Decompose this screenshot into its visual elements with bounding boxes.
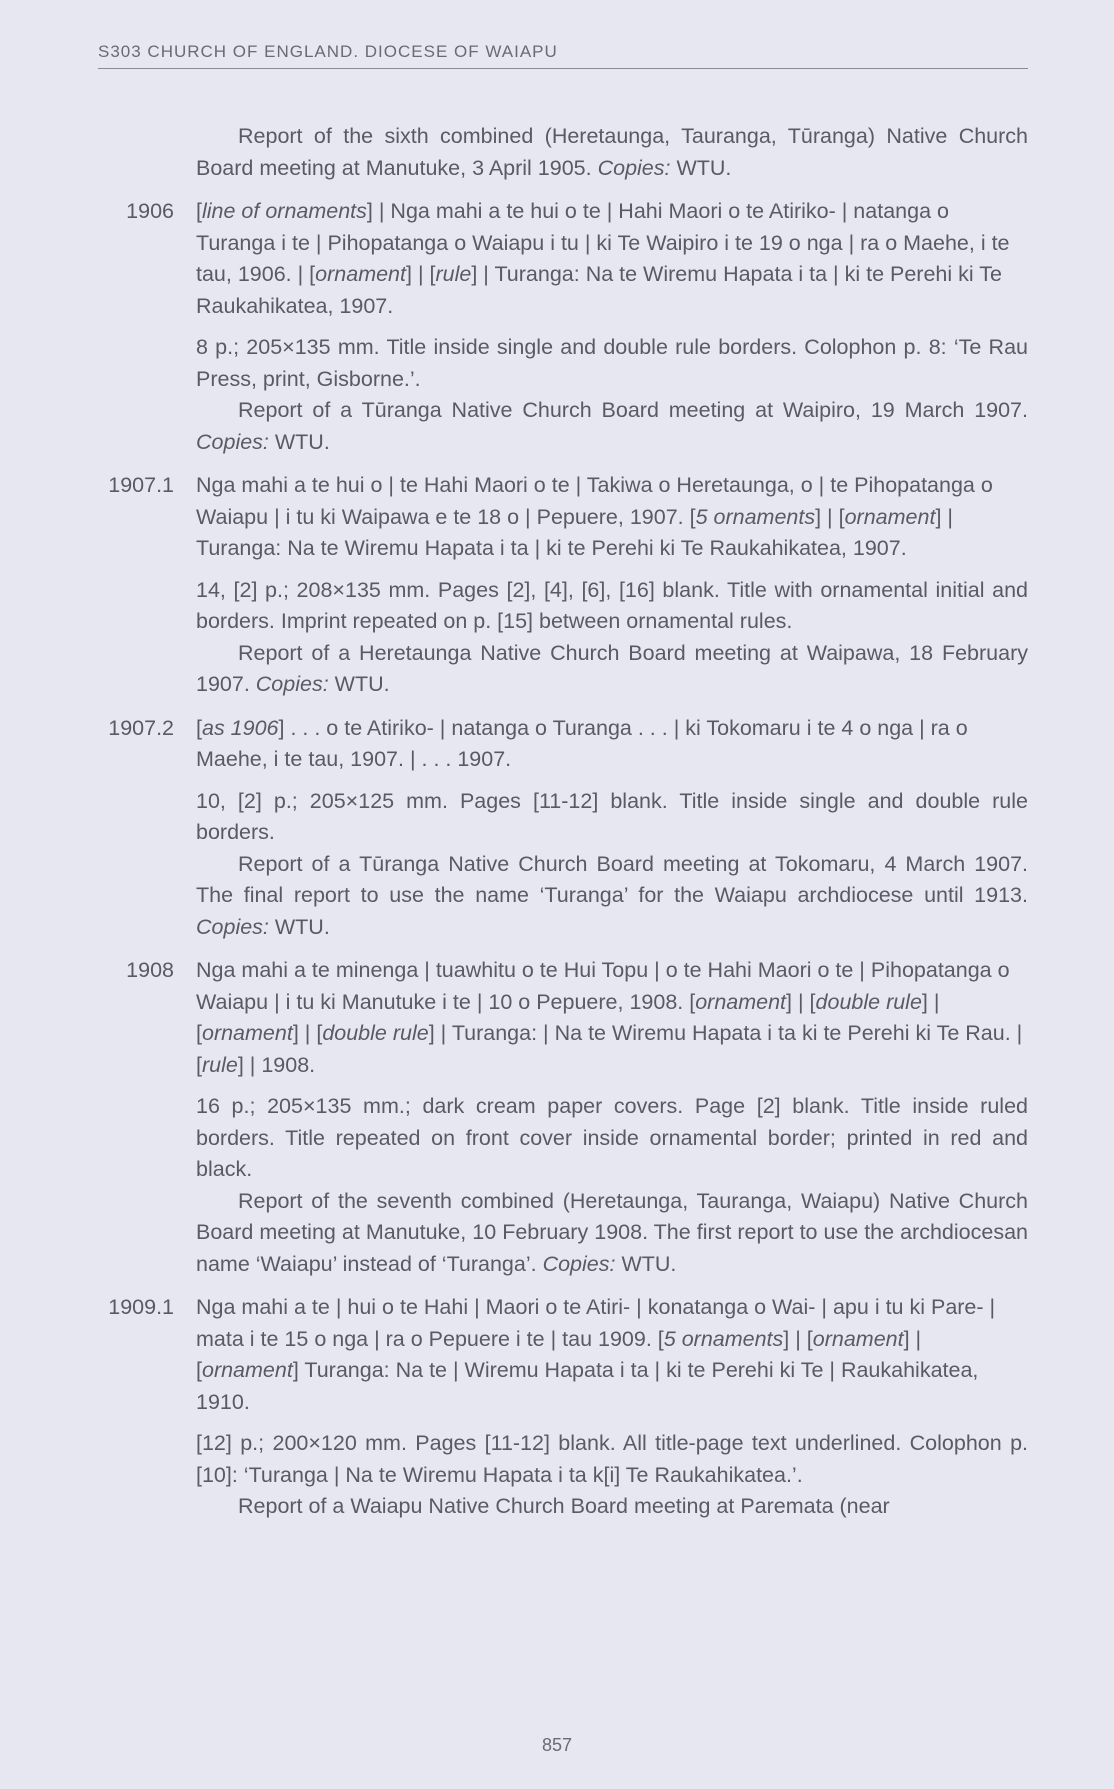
entry-description: [12] p.; 200×120 mm. Pages [11-12] blank. All title-page text underlined. Colophon p. [10]: ‘Turanga | Na te Wiremu Hapata i ta k[i] Te Raukahikatea.’.	[196, 1431, 1028, 1487]
entry-note: Report of the seventh combined (Heretaunga, Tauranga, Waiapu) Native Church Board meeting at Manutuke, 10 February 1908. The first report to use the archdiocesan name ‘Waiapu’ instead of ‘Turanga’. Copies: WTU.	[196, 1188, 1028, 1276]
entry-description: 14, [2] p.; 208×135 mm. Pages [2], [4], [6], [16] blank. Title with ornamental initial and borders. Imprint repeated on p. [15] between ornamental rules.	[196, 577, 1028, 633]
entry-number: 1909.1	[108, 1295, 174, 1319]
entry-description: 10, [2] p.; 205×125 mm. Pages [11-12] blank. Title inside single and double rule borders.	[196, 788, 1028, 844]
body-text	[98, 121, 1028, 1523]
entry-title: [as 1906] . . . o te Atiriko- | natanga o Turanga . . . | ki Tokomaru i te 4 o nga | ra o Maehe, i te tau, 1907. | . . . 1907.	[196, 715, 968, 771]
entry-description: 16 p.; 205×135 mm.; dark cream paper covers. Page [2] blank. Title inside ruled borders. Title repeated on front cover inside ornamental border; printed in red and black.	[196, 1094, 1028, 1181]
entry-note: Report of a Waiapu Native Church Board meeting at Paremata (near	[238, 1494, 890, 1518]
entry-title: Nga mahi a te hui o | te Hahi Maori o te | Takiwa o Heretaunga, o | te Pihopatanga o Waiapu | i tu ki Waipawa e te 18 o | Pepuere, 1907. [5 ornaments] | [ornament] | Turanga: Na te Wiremu Hapata i ta | ki te Perehi ki Te Raukahikatea, 1907.	[196, 473, 993, 560]
continuation-paragraph: Report of the sixth combined (Heretaunga, Tauranga, Tūranga) Native Church Board meeting at Manutuke, 3 April 1905. Copies: WTU.	[196, 124, 1028, 180]
running-head: S303 CHURCH OF ENGLAND. DIOCESE OF WAIAPU	[98, 42, 1028, 69]
entry-note: Report of a Heretaunga Native Church Board meeting at Waipawa, 18 February 1907. Copies: WTU.	[196, 640, 1028, 696]
bibliography-entry	[98, 196, 1028, 458]
entry-number: 1907.2	[108, 715, 174, 740]
entry-number: 1906	[126, 199, 174, 223]
page-number: 857	[541, 1735, 573, 1755]
bibliography-entry	[98, 470, 1028, 701]
bibliography-entry	[98, 1292, 1028, 1523]
entry-title: [line of ornaments] | Nga mahi a te hui o te | Hahi Maori o te Atiriko- | natanga o Turanga i te | Pihopatanga o Waiapu i tu | ki Te Waipiro i te 19 o nga | ra o Maehe, i te tau, 1906. | [ornament] | [rule] | Turanga: Na te Wiremu Hapata i ta | ki te Perehi ki Te Raukahikatea, 1907.	[196, 199, 1010, 318]
entry-title: Nga mahi a te | hui o te Hahi | Maori o te Atiri- | konatanga o Wai- | apu i tu ki Pare- | mata i te 15 o nga | ra o Pepuere i te | tau 1909. [5 ornaments] | [ornament] | [ornament] Turanga: Na te | Wiremu Hapata i ta | ki te Perehi ki Te | Raukahikatea, 1910.	[196, 1295, 996, 1414]
entry-title: Nga mahi a te minenga | tuawhitu o te Hui Topu | o te Hahi Maori o te | Pihopatanga o Waiapu | i tu ki Manutuke i te | 10 o Pepuere, 1908. [ornament] | [double rule] | [ornament] | [double rule] | Turanga: | Na te Wiremu Hapata i ta ki te Perehi ki Te Rau. | [rule] | 1908.	[196, 958, 1023, 1077]
bibliography-entry	[98, 955, 1028, 1280]
bibliography-entry	[98, 713, 1028, 944]
entry-note: Report of a Tūranga Native Church Board meeting at Waipiro, 19 March 1907. Copies: WTU.	[196, 398, 1028, 454]
entry-number: 1907.1	[108, 473, 174, 497]
entry-note: Report of a Tūranga Native Church Board meeting at Tokomaru, 4 March 1907. The final report to use the name ‘Turanga’ for the Waiapu archdiocese until 1913. Copies: WTU.	[196, 851, 1028, 939]
entry-description: 8 p.; 205×135 mm. Title inside single and double rule borders. Colophon p. 8: ‘Te Rau Press, print, Gisborne.’.	[196, 335, 1028, 391]
entry-number: 1908	[126, 958, 174, 982]
